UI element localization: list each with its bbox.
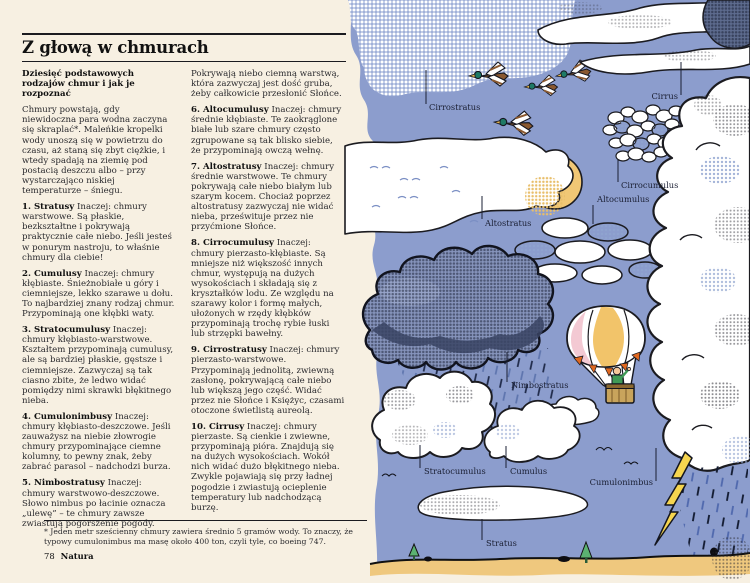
label-altostratus: Altostratus <box>485 218 532 228</box>
label-cirrostratus: Cirrostratus <box>429 102 481 112</box>
cloud-section: 3. Stratocumulusy Inaczej: chmury kłębiasto-warstwowe. Kształtem przypominają cumulusy, ale są bardziej płaskie, gęstsze i ciemniejsze. Zazwyczaj są tak ciasno zbite, że ledwo widać pomiędzy nimi skrawki błękitnego nieba. <box>22 325 174 406</box>
cloud-section: 5. Nimbostratusy Inaczej: chmury warstwowo-deszczowe. Słowo nimbus po łacinie oznacza „ulewę” – te chmury zawsze zwiastują pogorszenie pogody. <box>22 478 166 529</box>
cloud-section: 8. Cirrocumulusy Inaczej: chmury pierzasto-kłębiaste. Są mniejsze niż większość innych chmur, występują na dużych wysokościach i składają się z kryształków lodu. Ze względu na szarawy kolor i formę małych, ułożonych w rzędy kłębków przypominają trochę rybie łuski lub strzępki bawełny. <box>191 238 334 340</box>
subtitle: Dziesięć podstawowych rodzajów chmur i jak je rozpoznać <box>22 69 135 100</box>
continuation-paragraph: Pokrywają niebo ciemną warstwą, która zazwyczaj jest dość gruba, żeby całkowicie przesłonić Słońce. <box>191 69 342 100</box>
balloon-basket <box>606 384 634 403</box>
book-section-name: Natura <box>60 551 94 561</box>
page-number: 78 <box>44 551 55 561</box>
text-columns <box>22 69 346 535</box>
page-footer <box>44 551 94 561</box>
cloud-section: 2. Cumulusy Inaczej: chmury kłębiaste. Śnieżnobiałe u góry i ciemniejsze, lekko szarawe u dołu. To najbardziej znany rodzaj chmur. Przypominają one kłębki waty. <box>22 268 175 320</box>
text-column-1 <box>22 69 176 535</box>
stratus-cloud <box>418 486 587 520</box>
label-nimbostratus: Nimbostratus <box>511 380 569 390</box>
cloud-section: 4. Cumulonimbusy Inaczej: chmury kłębiasto-deszczowe. Jeśli zauważysz na niebie złowrogie chmury przypominające ciemne kolumny, to pewny znak, żeby zabrać parasol – nadchodzi burza. <box>22 411 171 473</box>
cloud-section: 9. Cirrostratusy Inaczej: chmury pierzasto-warstwowe. Przypominają jednolitą, zwiewną zasłonę, pokrywającą całe niebo lub większą jego część. Widać przez nie Słońce i Księżyc, czasami otoczone świetlistą aureolą. <box>191 345 345 416</box>
cloud-sections-1-5 <box>22 202 176 529</box>
cloud-sections-6-10 <box>191 105 345 513</box>
page-title: Z głową w chmurach <box>22 38 209 57</box>
label-cirrocumulus: Cirrocumulus <box>621 180 679 190</box>
cloud-section: 10. Cirrusy Inaczej: chmury pierzaste. Są cienkie i zwiewne, przypominają pióra. Znajdują się na dużych wysokościach. Wokół nich widać dużo błękitnego nieba. Zwykle pojawiają się przy ładnej pogodzie i zwiastują ocieplenie temperatury lub nadchodzącą burzę. <box>191 422 340 513</box>
sun-through-cloud <box>525 176 565 216</box>
text-column-2 <box>191 69 345 535</box>
intro-paragraph: Chmury powstają, gdy niewidoczna para wodna zaczyna się skraplać*. Maleńkie kropelki wody unoszą się w powietrzu do czasu, aż staną się zbyt ciężkie, i wtedy spadają na ziemię pod postacią deszczu albo – przy wystarczająco niskiej temperaturze – śniegu. <box>22 105 168 197</box>
label-cirrus: Cirrus <box>651 91 678 101</box>
label-cumulonimbus: Cumulonimbus <box>589 477 653 487</box>
label-stratocumulus: Stratocumulus <box>424 466 486 476</box>
cloud-section: 6. Altocumulusy Inaczej: chmury średnie kłębiaste. Te zaokrąglone białe lub szare chmury często zgrupowane są tak blisko siebie, że przypominają owczą wełnę. <box>191 105 342 156</box>
cloud-section: 1. Stratusy Inaczej: chmury warstwowe. Są płaskie, bezkształtne i pokrywają praktycznie całe niebo. Jeśli jesteś w ponurym nastroju, to właśnie chmury dla ciebie! <box>22 202 172 263</box>
label-altocumulus: Altocumulus <box>597 194 650 204</box>
footnote: * Jeden metr sześcienny chmury zawiera średnio 5 gramów wody. To znaczy, że typowy cumulonimbus ma masę około 400 ton, czyli tyle, co boeing 747. <box>44 520 367 546</box>
text-page <box>22 0 353 561</box>
label-cumulus: Cumulus <box>510 466 548 476</box>
label-stratus: Stratus <box>486 538 517 548</box>
title-block <box>22 33 346 62</box>
cloud-illustration <box>340 0 750 583</box>
cloud-section: 7. Altostratusy Inaczej: chmury średnie warstwowe. Te chmury pokrywają całe niebo białym lub szarym kocem. Chociaż poprzez altostratusy zazwyczaj nie widać nieba, prześwituje przez nie przyćmione Słońce. <box>191 161 335 233</box>
